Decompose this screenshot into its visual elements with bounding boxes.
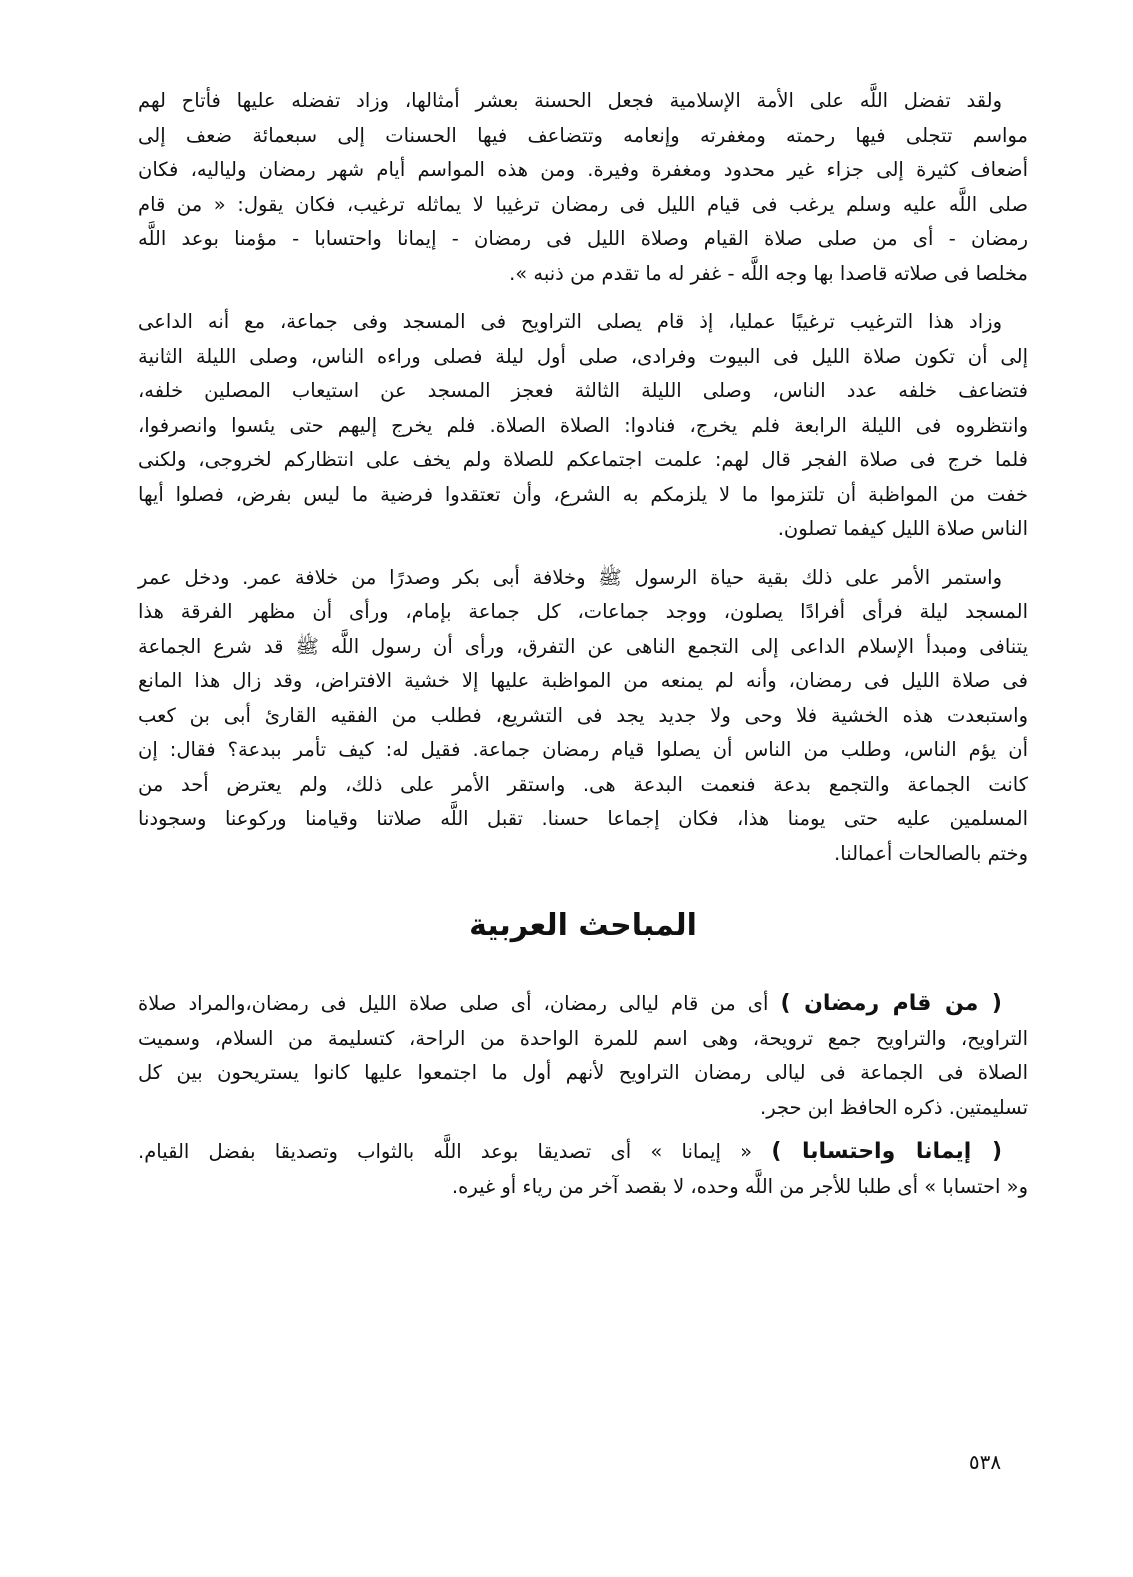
text-line: فى صلاة الليل فى رمضان، وأنه لم يمنعه من المواظبة عليها إلا خشية الافتراض، وقد زال هذا المانع	[138, 669, 1028, 692]
text-line: الصلاة فى الجماعة فى ليالى رمضان التراويح لأنهم أول ما اجتمعوا عليها كانوا يستريحون بين كل	[138, 1061, 1028, 1084]
text-line: المسلمين عليه حتى يومنا هذا، فكان إجماعا حسنا. تقبل اللَّه صلاتنا وقيامنا وركوعنا وسجودنا	[138, 807, 1028, 830]
paragraph-omar	[138, 561, 1028, 872]
paragraph-intro	[138, 84, 1028, 291]
note-term: ( من قام رمضان )	[780, 991, 1002, 1016]
book-page	[138, 84, 1028, 1214]
text-line: و« احتسابا » أى طلبا للأجر من اللَّه وحده، لا بقصد آخر من رياء أو غيره.	[451, 1174, 1028, 1198]
text-line: كانت الجماعة والتجمع بدعة فنعمت البدعة هى. واستقر الأمر على ذلك، ولم يعترض أحد من	[138, 772, 1028, 796]
text-line: التراويح، والتراويح جمع ترويحة، وهى اسم للمرة الواحدة من الراحة، كتسليمة من السلام، وسميت	[138, 1026, 1028, 1050]
text-line: تسليمتين. ذكره الحافظ ابن حجر.	[760, 1095, 1028, 1119]
text-line: واستمر الأمر على ذلك بقية حياة الرسول ﷺ وخلافة أبى بكر وصدرًا من خلافة عمر. ودخل عمر	[138, 565, 1002, 589]
page-number: ٥٣٨	[968, 1450, 1002, 1474]
text-line: مخلصا فى صلاته قاصدا بها وجه اللَّه - غفر له ما تقدم من ذنبه ».	[509, 261, 1028, 285]
text-line: أضعاف كثيرة إلى جزاء غير محدود ومغفرة وفيرة. ومن هذه المواسم أيام شهر رمضان ولياليه، فكان	[138, 158, 1028, 181]
text-line: وزاد هذا الترغيب ترغيبًا عمليا، إذ قام يصلى التراويح فى المسجد وفى جماعة، مع أنه الداعى	[138, 310, 1002, 333]
text-line: واستبعدت هذه الخشية فلا وحى ولا جديد يجد فى التشريع، فطلب من الفقيه القارئ أبى بن كعب	[138, 703, 1028, 727]
note-term: ( إيمانا واحتسابا )	[771, 1139, 1002, 1164]
text-line	[138, 1135, 1028, 1170]
text-line: الناس صلاة الليل كيفما تصلون.	[777, 517, 1028, 540]
text-line: ولقد تفضل اللَّه على الأمة الإسلامية فجعل الحسنة بعشر أمثالها، وزاد تفضله عليها فأتاح لهم	[138, 89, 1002, 112]
note-imanan-wa-ihtisaban	[138, 1135, 1028, 1204]
note-text: أى من قام ليالى رمضان، أى صلى صلاة الليل فى رمضان،والمراد صلاة	[138, 992, 781, 1015]
text-line: فلما خرج فى صلاة الفجر قال لهم: علمت اجتماعكم للصلاة ولم يخف على انتظاركم لخروجى، ولكنى	[138, 448, 1028, 471]
text-line: صلى اللَّه عليه وسلم يرغب فى قيام الليل فى رمضان ترغيبا لا يماثله ترغيب، فكان يقول: « من قام	[138, 192, 1028, 216]
text-line: أن يؤم الناس، وطلب من الناس أن يصلوا قيام رمضان جماعة. فقيل له: كيف تأمر ببدعة؟ فقال: إن	[138, 738, 1028, 761]
text-line: خفت من المواظبة أن تلتزموا ما لا يلزمكم به الشرع، وأن تعتقدوا فرضية ما ليس بفرض، فصلوا أيها	[138, 482, 1028, 506]
text-line	[138, 987, 1028, 1022]
note-min-qama-ramadan	[138, 987, 1028, 1125]
text-line: فتضاعف خلفه عدد الناس، وصلى الليلة الثالثة فعجز المسجد عن استيعاب المصلين خلفه،	[138, 379, 1028, 402]
text-line: وختم بالصالحات أعمالنا.	[834, 841, 1028, 865]
text-line: وانتظروه فى الليلة الرابعة فلم يخرج، فنادوا: الصلاة الصلاة. فلم يخرج إليهم حتى يئسوا وانصرفوا،	[138, 413, 1028, 437]
section-heading: المباحث العربية	[469, 908, 697, 943]
text-line: إلى أن تكون صلاة الليل فى البيوت وفرادى، صلى أول ليلة فصلى وراءه الناس، وصلى الليلة الثانية	[138, 344, 1028, 368]
text-line: المسجد ليلة فرأى أفرادًا يصلون، ووجد جماعات، كل جماعة بإمام، ورأى أن مظهر الفرقة هذا	[138, 600, 1028, 623]
text-line: مواسم تتجلى فيها رحمته ومغفرته وإنعامه وتتضاعف فيها الحسنات إلى سبعمائة ضعف إلى	[138, 123, 1028, 147]
note-text: « إيمانا » أى تصديقا بوعد اللَّه بالثواب وتصديقا بفضل القيام.	[138, 1140, 772, 1163]
text-line: يتنافى ومبدأ الإسلام الداعى إلى التجمع الناهى عن التفرق، ورأى أن رسول اللَّه ﷺ قد شرع الجماعة	[138, 634, 1028, 658]
text-line: رمضان - أى من صلى صلاة القيام وصلاة الليل فى رمضان - إيمانا واحتسابا - مؤمنا بوعد اللَّه	[138, 227, 1028, 250]
paragraph-taraweeh	[138, 305, 1028, 547]
